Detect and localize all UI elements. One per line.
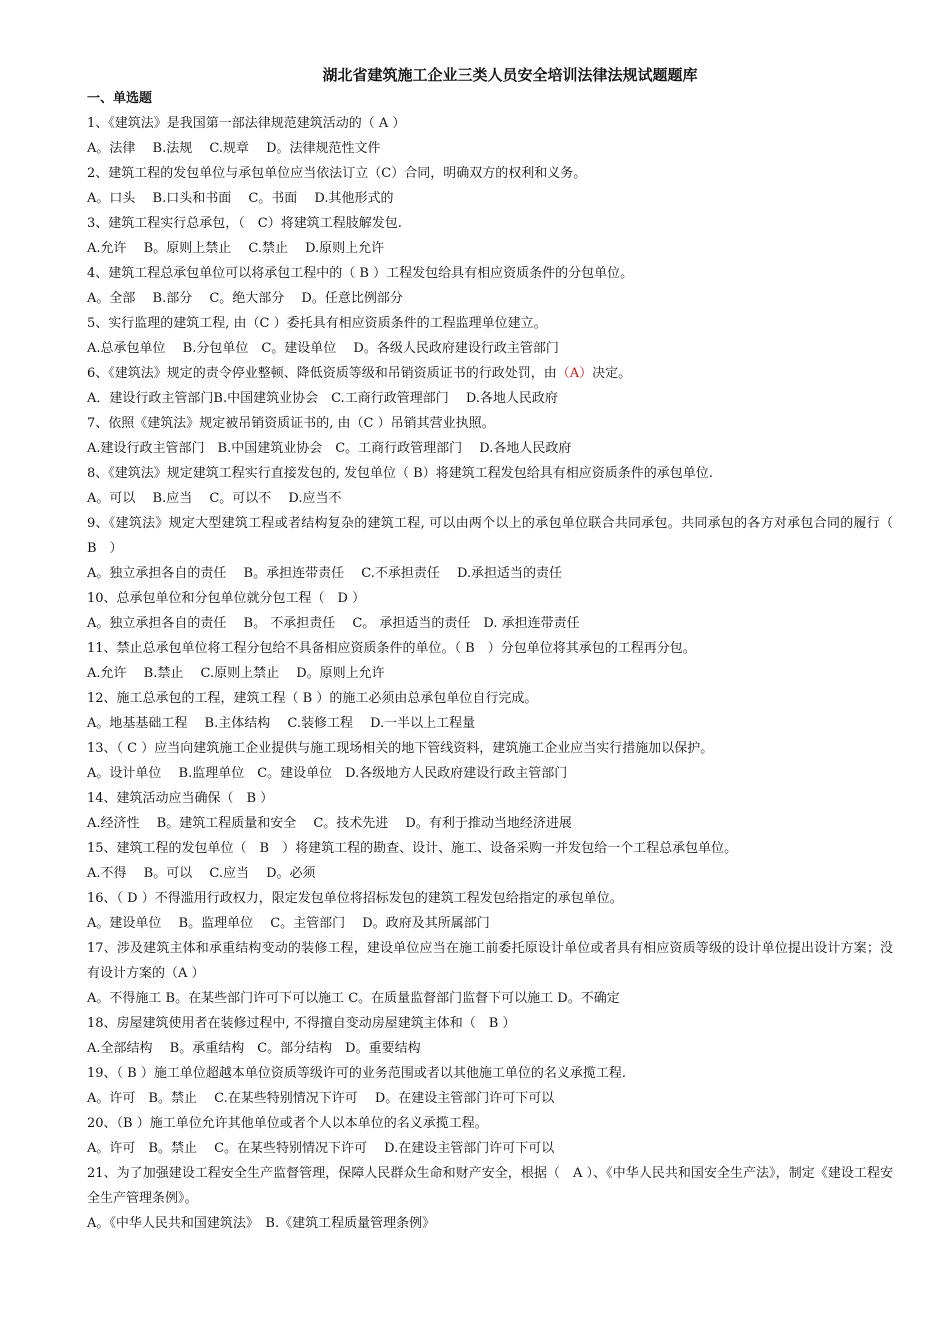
question-line: 20、（B ）施工单位允许其他单位或者个人以本单位的名义承揽工程。 (87, 1116, 488, 1131)
question-line: 5、实行监理的建筑工程, 由（C ）委托具有相应资质条件的工程监理单位建立。 (87, 316, 547, 331)
question-line: 15、建筑工程的发包单位（ B ）将建筑工程的勘查、设计、施工、设备采购一并发包给一个工程总承包单位。 (87, 841, 738, 856)
document-title: 湖北省建筑施工企业三类人员安全培训法律法规试题题库 (322, 66, 698, 84)
section-heading: 一、单选题 (87, 91, 153, 106)
options-line: A。许可 B。禁止 C。在某些特别情况下许可 D.在建设主管部门许可下可以 (87, 1141, 555, 1156)
options-line: A。设计单位 B.监理单位 C。建设单位 D.各级地方人民政府建设行政主管部门 (87, 766, 568, 781)
question-line: 18、房屋建筑使用者在装修过程中, 不得擅自变动房屋建筑主体和（ B ） (87, 1016, 516, 1031)
question-line: 19、（ B ）施工单位超越本单位资质等级许可的业务范围或者以其他施工单位的名义承揽工程. (87, 1066, 626, 1081)
question-line: 13、（ C ）应当向建筑施工企业提供与施工现场相关的地下管线资料，建筑施工企业应当实行措施加以保护。 (87, 741, 714, 756)
options-line: A.全部结构 B。承重结构 C。部分结构 D。重要结构 (87, 1041, 421, 1056)
options-line: A。建设单位 B。监理单位 C。主管部门 D。政府及其所属部门 (87, 916, 490, 931)
options-line: A。可以 B.应当 C。可以不 D.应当不 (87, 491, 342, 506)
options-line: A.总承包单位 B.分包单位 C。建设单位 D。各级人民政府建设行政主管部门 (87, 341, 559, 356)
document-page (87, 64, 907, 1236)
question-line: 10、总承包单位和分包单位就分包工程（ D ） (87, 591, 366, 606)
options-line: A.经济性 B。建筑工程质量和安全 C。技术先进 D。有利于推动当地经济进展 (87, 816, 572, 831)
options-line: A。独立承担各自的责任 B。承担连带责任 C.不承担责任 D.承担适当的责任 (87, 566, 563, 581)
options-line: A。《中华人民共和国建筑法》 B.《建筑工程质量管理条例》 (87, 1216, 436, 1231)
question-line: 9、《建筑法》规定大型建筑工程或者结构复杂的建筑工程, 可以由两个以上的承包单位联合共同承包。共同承包的各方对承包合同的履行（ B ） (87, 516, 907, 556)
question-line: 11、禁止总承包单位将工程分包给不具备相应资质条件的单位。（ B ）分包单位将其承包的工程再分包。 (87, 641, 696, 656)
question-line: 1、《建筑法》是我国第一部法律规范建筑活动的（ A ） (87, 116, 406, 131)
question-line: 14、建筑活动应当确保（ B ） (87, 791, 274, 806)
options-line: A.允许 B。原则上禁止 C.禁止 D.原则上允许 (87, 241, 385, 256)
question-line-highlighted: 6、《建筑法》规定的责令停业整顿、降低资质等级和吊销资质证书的行政处罚，由（A）决定。 (87, 366, 632, 381)
options-line: A。地基基础工程 B.主体结构 C.装修工程 D.一半以上工程量 (87, 716, 476, 731)
question-line: 3、建筑工程实行总承包，（ C）将建筑工程肢解发包. (87, 216, 402, 231)
options-line: A。口头 B.口头和书面 C。书面 D.其他形式的 (87, 191, 394, 206)
question-line: 17、涉及建筑主体和承重结构变动的装修工程，建设单位应当在施工前委托原设计单位或者具有相应资质等级的设计单位提出设计方案；没有设计方案的（A ） (87, 941, 893, 981)
question-line: 2、建筑工程的发包单位与承包单位应当依法订立（C）合同，明确双方的权利和义务。 (87, 166, 587, 181)
question-line: 16、（ D ）不得滥用行政权力，限定发包单位将招标发包的建筑工程发包给指定的承包单位。 (87, 891, 623, 906)
options-line: A.允许 B.禁止 C.原则上禁止 D。原则上允许 (87, 666, 385, 681)
answer-highlight: （A） (556, 366, 593, 381)
options-line: A.不得 B。可以 C.应当 D。必须 (87, 866, 316, 881)
options-line: A。许可 B。禁止 C.在某些特别情况下许可 D。在建设主管部门许可下可以 (87, 1091, 555, 1106)
question-line: 8、《建筑法》规定建筑工程实行直接发包的, 发包单位（ B）将建筑工程发包给具有相应资质条件的承包单位. (87, 466, 713, 481)
question-line: 4、建筑工程总承包单位可以将承包工程中的（ B ）工程发包给具有相应资质条件的分包单位。 (87, 266, 634, 281)
question-line: 21、为了加强建设工程安全生产监督管理，保障人民群众生命和财产安全，根据（ A ）、《中华人民共和国安全生产法》，制定《建设工程安全生产管理条例》。 (87, 1166, 893, 1206)
options-line: A。法律 B.法规 C.规章 D。法律规范性文件 (87, 141, 381, 156)
options-line: A。不得施工 B。在某些部门许可下可以施工 C。在质量监督部门监督下可以施工 D。不确定 (87, 991, 620, 1006)
options-line: A.建设行政主管部门 B.中国建筑业协会 C。工商行政管理部门 D.各地人民政府 (87, 441, 572, 456)
options-line: A．建设行政主管部门B.中国建筑业协会 C.工商行政管理部门 D.各地人民政府 (87, 391, 558, 406)
question-line: 7、依照《建筑法》规定被吊销资质证书的, 由（C ）吊销其营业执照。 (87, 416, 495, 431)
question-line: 12、施工总承包的工程，建筑工程（ B ）的施工必须由总承包单位自行完成。 (87, 691, 538, 706)
options-line: A。全部 B.部分 C。绝大部分 D。任意比例部分 (87, 291, 403, 306)
options-line: A。独立承担各自的责任 B。 不承担责任 C。 承担适当的责任 D. 承担连带责任 (87, 616, 580, 631)
